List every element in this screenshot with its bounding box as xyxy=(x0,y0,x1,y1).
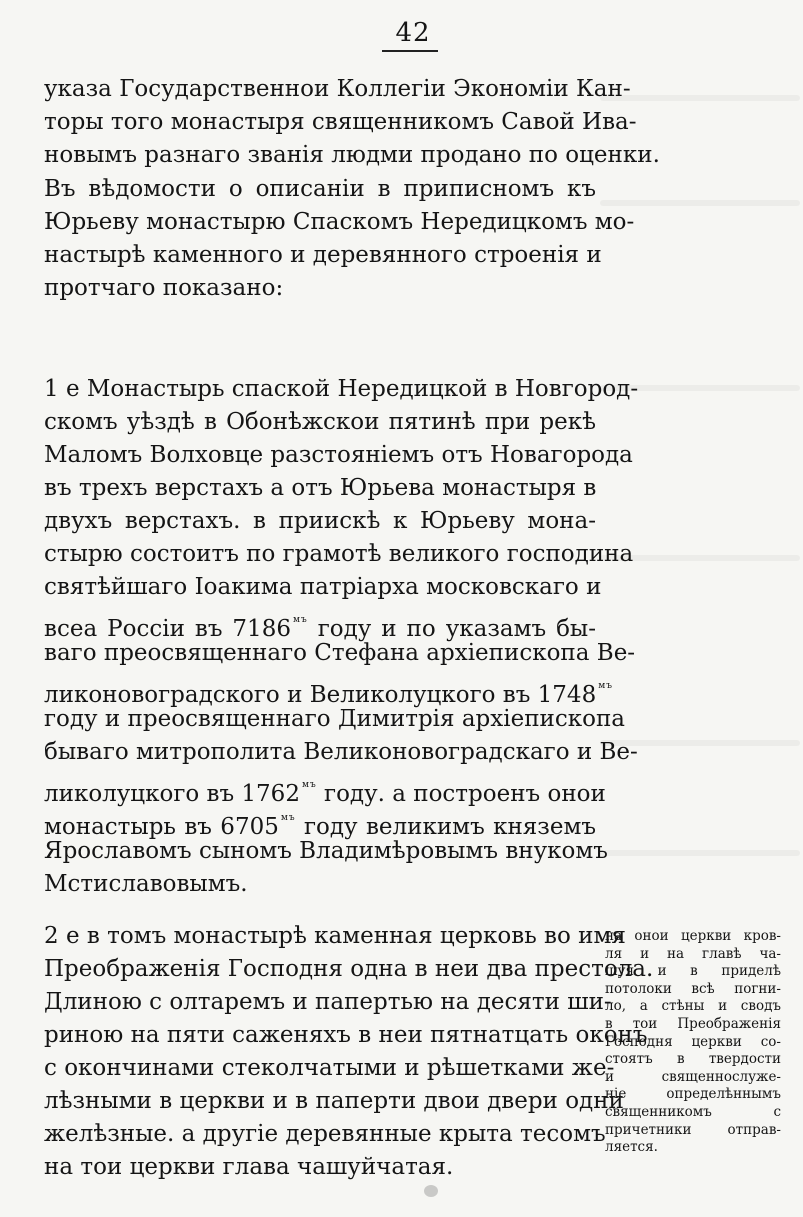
text-line: Длиною с олтаремъ и папертью на десяти ши- xyxy=(44,989,612,1015)
text-line: бываго митрополита Великоновоградскаго и Ве- xyxy=(44,739,638,765)
text-run: году и по указамъ бы- xyxy=(317,616,597,642)
text-line: Юрьеву монастырю Спаскомъ Нередицкомъ мо- xyxy=(44,209,635,235)
marginal-note-line: шуя и в приделѣ xyxy=(605,963,781,980)
marginal-note-line: и священнослуже- xyxy=(605,1068,781,1085)
text-line: скомъ уѣздѣ в Обонѣжскои пятинѣ при рекѣ xyxy=(44,409,596,435)
bleed-through-mark xyxy=(600,385,800,391)
text-line: торы того монастыря священникомъ Савой Ива- xyxy=(44,109,637,135)
page-number-rule xyxy=(382,50,438,52)
text-line: году и преосвященнаго Димитрiя архiепископа xyxy=(44,706,626,732)
ink-smudge xyxy=(424,1185,438,1197)
text-line: лѣзными в церкви и в паперти двои двери одни xyxy=(44,1088,624,1114)
text-line: стырю состоитъ по грамотѣ великого господина xyxy=(44,541,634,567)
marginal-note-line: ло, а стѣны и сводъ xyxy=(605,998,781,1015)
text-line: риною на пяти саженяхъ в неи пятнатцать оконъ xyxy=(44,1022,648,1048)
text-run: монастырь въ 6705 xyxy=(44,814,279,840)
superscript-mark: мъ xyxy=(301,780,317,790)
text-run: ликоновоградского и Великолуцкого въ 1748 xyxy=(44,682,597,708)
bleed-through-mark xyxy=(600,200,800,206)
text-line: 1 е Монастырь спаской Нередицкой в Новгород- xyxy=(44,376,639,402)
marginal-note-line: на онои церкви кров- xyxy=(605,928,781,944)
bleed-through-mark xyxy=(600,740,800,746)
marginal-note-line: Господня церкви со- xyxy=(605,1033,781,1050)
marginal-note-line: священникомъ с xyxy=(605,1103,781,1120)
text-line: Ярославомъ сыномъ Владимѣровымъ внукомъ xyxy=(44,838,608,864)
marginal-note-line: потолоки всѣ погни- xyxy=(605,980,781,997)
superscript-mark: мъ xyxy=(292,615,308,625)
marginal-note xyxy=(605,928,781,1157)
text-run: ликолуцкого въ 1762 xyxy=(44,781,300,807)
marginal-note-line: в тои Преображенiя xyxy=(605,1015,781,1032)
text-line: въ трехъ верстахъ а отъ Юрьева монастыря в xyxy=(44,475,597,501)
text-line: Мстиславовымъ. xyxy=(44,871,248,897)
text-line: желѣзные. а другiе деревянные крыта тесомъ xyxy=(44,1121,606,1147)
marginal-note-line: нiе определѣннымъ xyxy=(605,1086,781,1103)
text-line: Преображенiя Господня одна в неи два престола. xyxy=(44,956,654,982)
bleed-through-mark xyxy=(600,850,800,856)
marginal-note-line: причетники отправ- xyxy=(605,1121,781,1138)
text-line: новымъ разнаго званiя людми продано по оценки. xyxy=(44,142,660,168)
bleed-through-mark xyxy=(600,555,800,561)
text-line: Маломъ Волховце разстоянiемъ отъ Новагорода xyxy=(44,442,633,468)
text-run: всеа Россiи въ 7186 xyxy=(44,616,291,642)
text-line: на тои церкви глава чашуйчатая. xyxy=(44,1154,454,1180)
superscript-mark: мъ xyxy=(280,813,296,823)
text-line: Въ вѣдомости о описанiи в приписномъ къ xyxy=(44,176,596,202)
text-run: году великимъ княземъ xyxy=(303,814,596,840)
bleed-through-mark xyxy=(600,95,800,101)
marginal-note-line: ляется. xyxy=(605,1139,658,1156)
superscript-mark: мъ xyxy=(598,681,613,691)
text-run: году. а построенъ онои xyxy=(324,781,606,807)
text-line: указа Государственнои Коллегiи Экономiи Кан- xyxy=(44,76,631,102)
text-line: с окончинами стеколчатыми и рѣшетками же- xyxy=(44,1055,615,1081)
text-line: ваго преосвященнаго Стефана архiепископа Ве- xyxy=(44,640,636,666)
marginal-note-line: ля и на главѣ ча- xyxy=(605,945,781,962)
text-line: настырѣ каменного и деревянного строенiя и xyxy=(44,242,602,268)
text-line: протчаго показано: xyxy=(44,275,284,301)
text-line: 2 е в томъ монастырѣ каменная церковь во имя xyxy=(44,923,626,949)
text-line: двухъ верстахъ. в приискѣ к Юрьеву мона- xyxy=(44,508,596,534)
marginal-note-line: стоятъ в твердости xyxy=(605,1051,781,1068)
text-line: святѣйшаго Iоакима патрiарха московскаго и xyxy=(44,574,602,600)
page-number: 42 xyxy=(395,18,431,48)
